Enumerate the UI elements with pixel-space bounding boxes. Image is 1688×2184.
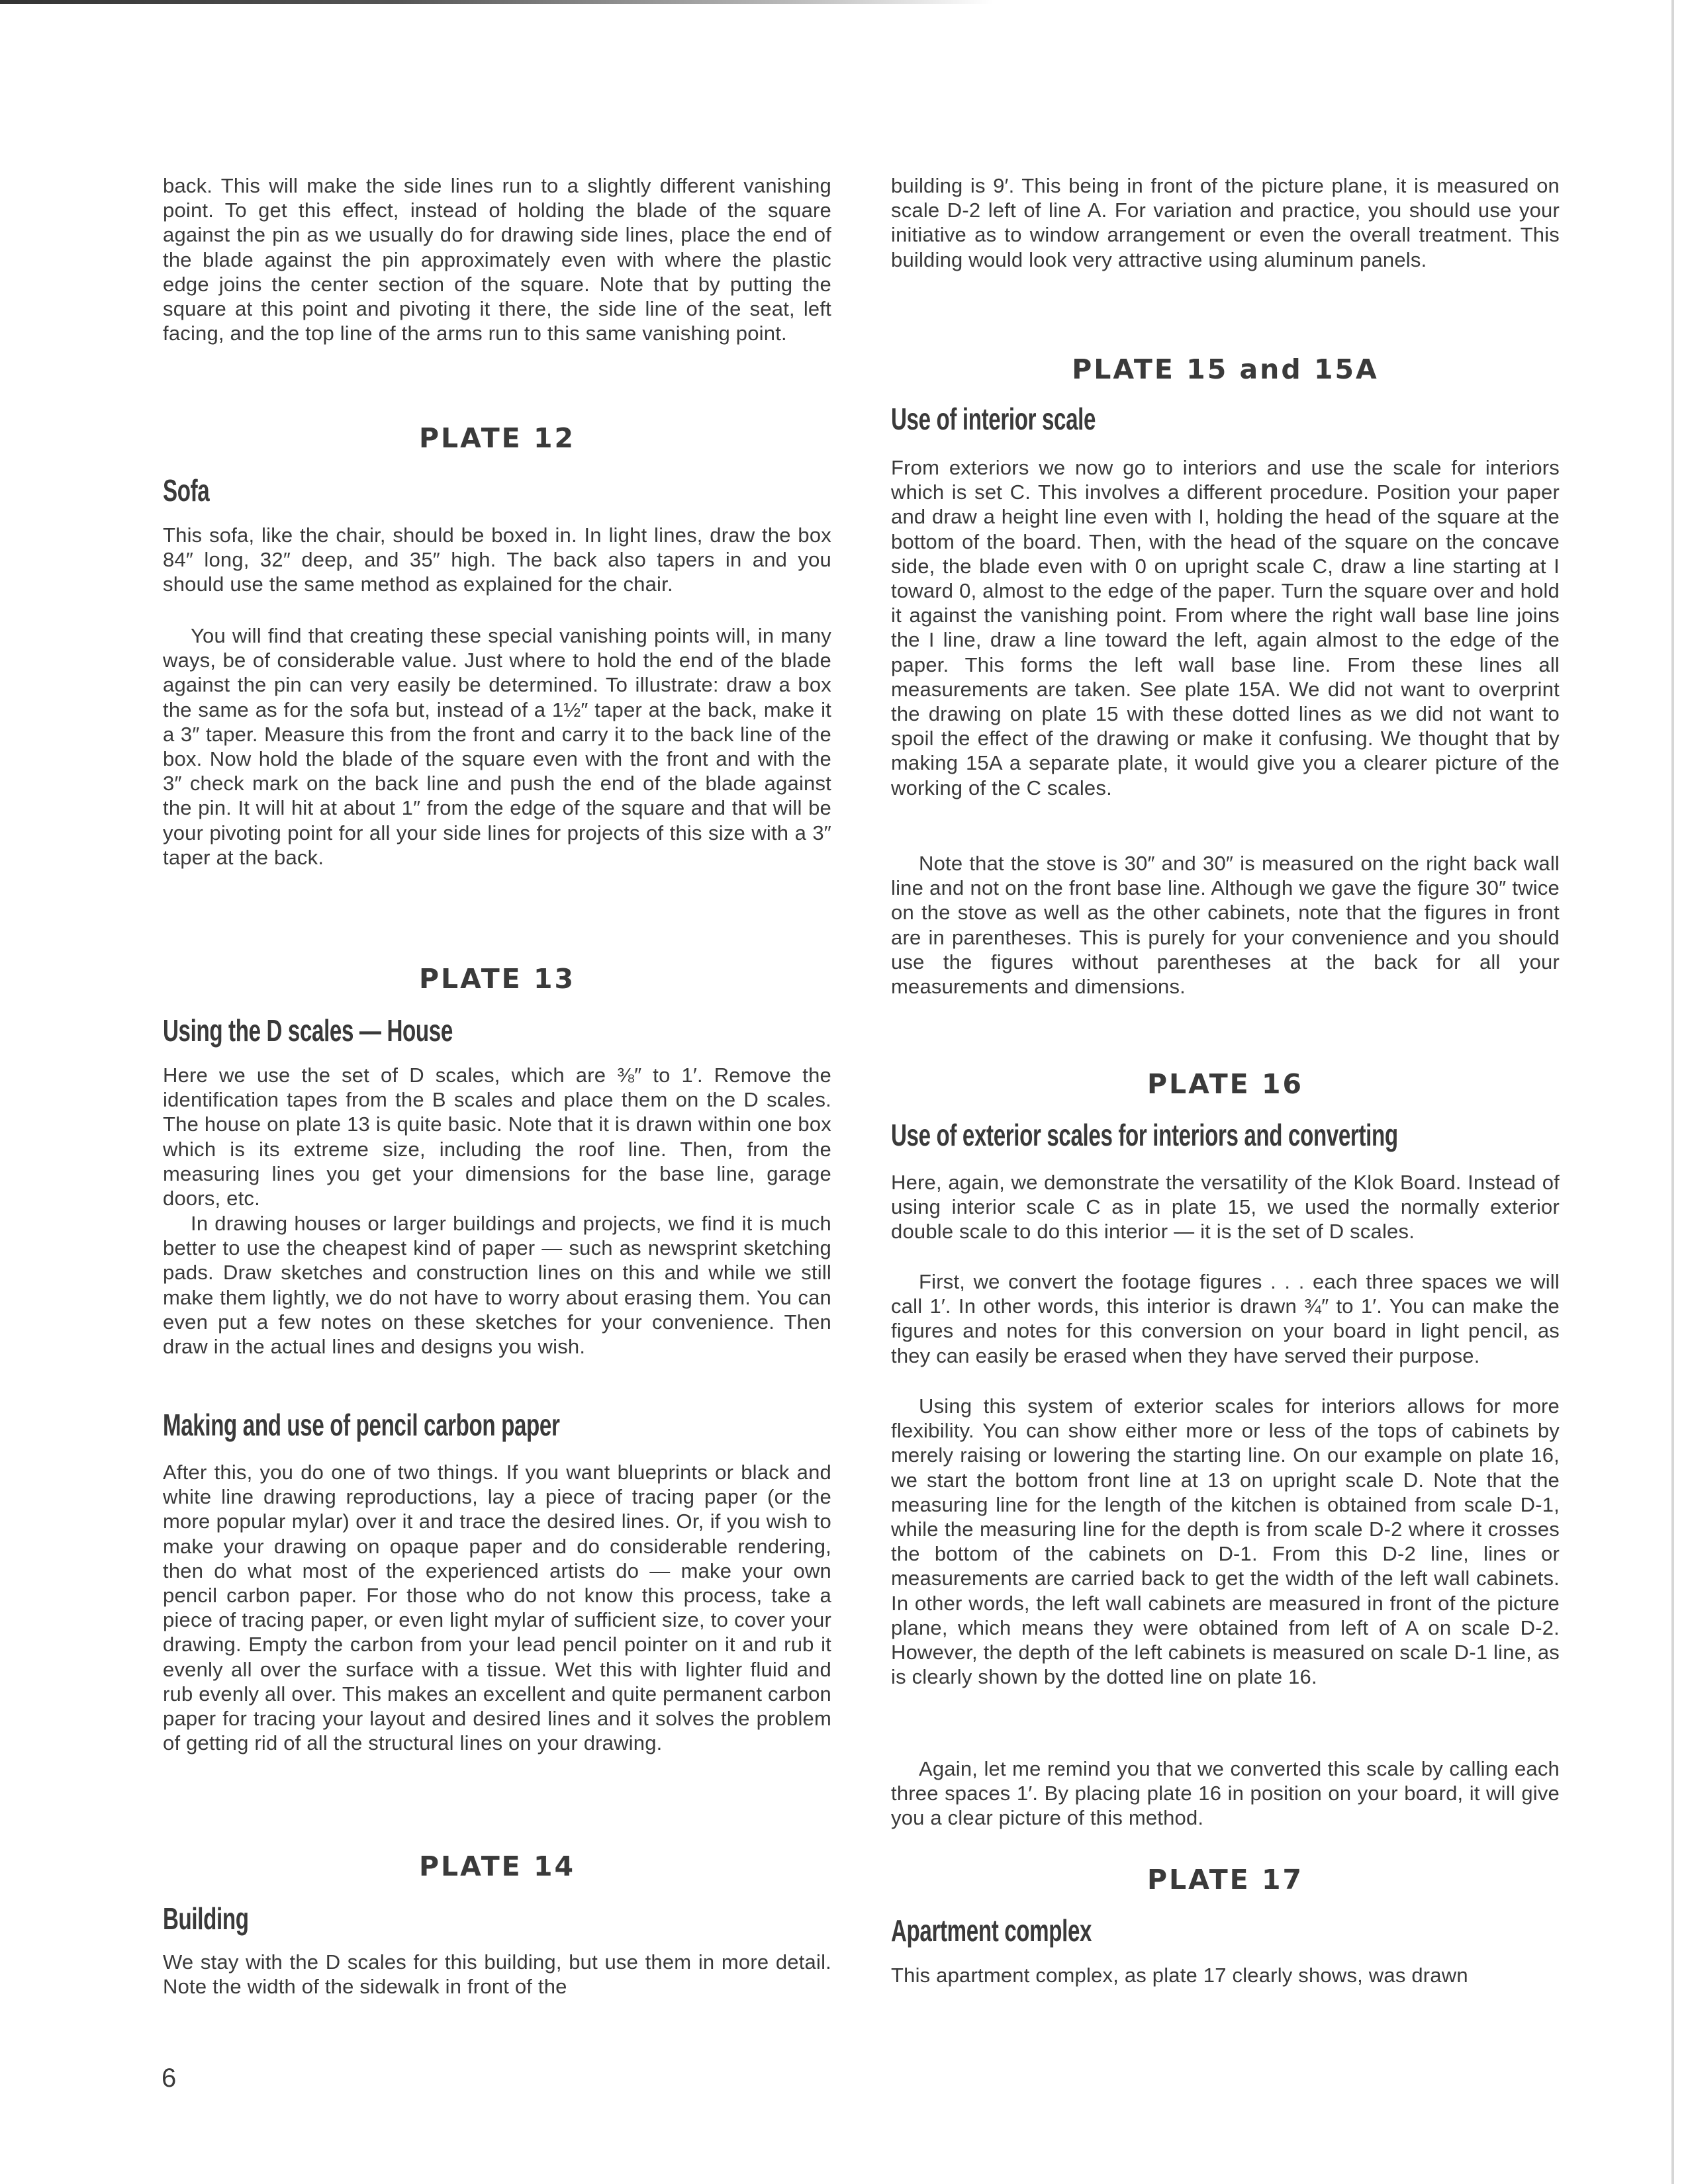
section-subheading: Use of exterior scales for interiors and converting — [891, 1118, 1398, 1152]
paragraph: building is 9′. This being in front of the picture plane, it is measured on scale D-2 left of line A. For variation and practice, you should use your initiative as to window arrangement or even the overall treatment. This building would look very attractive using aluminum panels. — [891, 174, 1560, 271]
paragraph: Note that the stove is 30″ and 30″ is measured on the right back wall line and not on the front base line. Although we gave the figure 30″ twice on the stove as well as the other cabinets, note that the figures in front are in parentheses. This is purely for your convenience and you should use the figures without parentheses at the back for all your measurements and dimensions. — [891, 852, 1560, 999]
plate-heading: PLATE 14 — [418, 1850, 576, 1882]
scan-top-edge — [0, 0, 993, 4]
paragraph: First, we convert the footage figures . . . each three spaces we will call 1′. In other words, this interior is drawn ¾″ to 1′. You can make the figures and notes for this conversion on your board in light pencil, as they can easily be erased when they have served their purpose. — [891, 1270, 1560, 1367]
plate-heading: PLATE 12 — [418, 422, 576, 454]
paragraph: This sofa, like the chair, should be boxed in. In light lines, draw the box 84″ long, 32″ deep, and 35″ high. The back also tapers in and you should use the same method as explained for the chair. — [163, 523, 831, 596]
section-subheading: Sofa — [163, 473, 210, 508]
paragraph: You will find that creating these special vanishing points will, in many ways, be of considerable value. Just where to hold the end of the blade against the pin can very easily be determined. To illustrate: draw a box the same as for the sofa but, instead of a 1½″ taper at the back, make it a 3″ taper. Measure this from the front and carry it to the back line of the box. Now hold the blade of the square even with the front and with the 3″ check mark on the back line and push the end of the blade against the pin. It will hit at about 1″ from the edge of the square and that will be your pivoting point for all your side lines for projects of this size with a 3″ taper at the back. — [163, 624, 831, 869]
paragraph: Again, let me remind you that we converted this scale by calling each three spaces 1′. By placing plate 16 in position on your board, it will give you a clear picture of this method. — [891, 1757, 1560, 1830]
section-subheading: Building — [163, 1901, 249, 1936]
paragraph: back. This will make the side lines run to a slightly different vanishing point. To get this effect, instead of holding the blade of the square against the pin as we usually do for drawing side lines, place the end of the blade against the pin approximately even with where the plastic edge joins the center section of the square. Note that by putting the square at this point and pivoting it there, the side line of the seat, left facing, and the top line of the arms run to this same vanishing point. — [163, 174, 831, 345]
plate-heading: PLATE 15 and 15A — [1072, 353, 1379, 385]
paragraph: Using this system of exterior scales for interiors allows for more flexibility. You can show either more or less of the tops of cabinets by merely raising or lowering the starting line. On our example on plate 16, we start the bottom front line at 13 on upright scale D. Note that the measuring line for the length of the kitchen is obtained from scale D-1, while the measuring line for the depth is from scale D-2 where it crosses the bottom of the cabinets on D-1. From this D-2 line, lines or measurements are carried back to get the width of the left wall cabinets. In other words, the left wall cabinets are measured in front of the picture plane, which means they were obtained from left of A on scale D-2. However, the depth of the left cabinets is measured on scale D-1 line, as is clearly shown by the dotted line on plate 16. — [891, 1394, 1560, 1689]
paragraph: This apartment complex, as plate 17 clearly shows, was drawn — [891, 1964, 1468, 1987]
paragraph: In drawing houses or larger buildings and projects, we find it is much better to use the cheapest kind of paper — such as newsprint sketching pads. Draw sketches and construction lines on this and while we still make them lightly, we do not have to worry about erasing them. You can even put a few notes on these sketches for your convenience. Then draw in the actual lines and designs you wish. — [163, 1212, 831, 1359]
page-number: 6 — [162, 2064, 177, 2093]
paragraph: Here, again, we demonstrate the versatility of the Klok Board. Instead of using interior scale C as in plate 15, we used the normally exterior double scale to do this interior — it is the set of D scales. — [891, 1171, 1560, 1244]
scan-right-edge — [1671, 0, 1674, 2184]
plate-heading: PLATE 17 — [1147, 1864, 1304, 1895]
section-subheading: Use of interior scale — [891, 402, 1096, 436]
paragraph: Here we use the set of D scales, which are ⅜″ to 1′. Remove the identification tapes from the B scales and place them on the D scales. The house on plate 13 is quite basic. Note that it is drawn within one box which is its extreme size, including the roof line. Then, from the measuring lines you get your dimensions for the base line, garage doors, etc. — [163, 1064, 831, 1210]
paragraph: We stay with the D scales for this building, but use them in more detail. Note the width of the sidewalk in front of the — [163, 1950, 831, 1999]
section-subheading: Apartment complex — [891, 1913, 1092, 1948]
section-subheading: Making and use of pencil carbon paper — [163, 1408, 560, 1442]
paragraph: After this, you do one of two things. If you want blueprints or black and white line drawing reproductions, lay a piece of tracing paper (or the more popular mylar) over it and trace the desired lines. Or, if you wish to make your drawing on opaque paper and do considerable rendering, then do what most of the experienced artists do — make your own pencil carbon paper. For those who do not know this process, take a piece of tracing paper, or even light mylar of sufficient size, to cover your drawing. Empty the carbon from your lead pencil pointer on it and rub it evenly all over the surface with a tissue. Wet this with lighter fluid and rub evenly all over. This makes an excellent and quite permanent carbon paper for tracing your layout and desired lines and it solves the problem of getting rid of all the structural lines on your drawing. — [163, 1461, 831, 1755]
paragraph: From exteriors we now go to interiors and use the scale for interiors which is set C. This involves a different procedure. Position your paper and draw a height line even with I, holding the head of the square at the bottom of the board. Then, with the head of the square on the concave side, the blade even with 0 on upright scale C, draw a line starting at I toward 0, almost to the edge of the paper. Turn the square over and hold it against the vanishing point. From where the right wall base line joins the I line, draw a line toward the left, again almost to the edge of the paper. This forms the left wall base line. From these lines all measurements are taken. See plate 15A. We did not want to overprint the drawing on plate 15 with these dotted lines as we did not want to spoil the effect of the drawing or make it confusing. We thought that by making 15A a separate plate, it would give you a clearer picture of the working of the C scales. — [891, 456, 1560, 799]
plate-heading: PLATE 13 — [418, 963, 576, 995]
plate-heading: PLATE 16 — [1147, 1068, 1304, 1100]
section-subheading: Using the D scales — House — [163, 1013, 453, 1048]
